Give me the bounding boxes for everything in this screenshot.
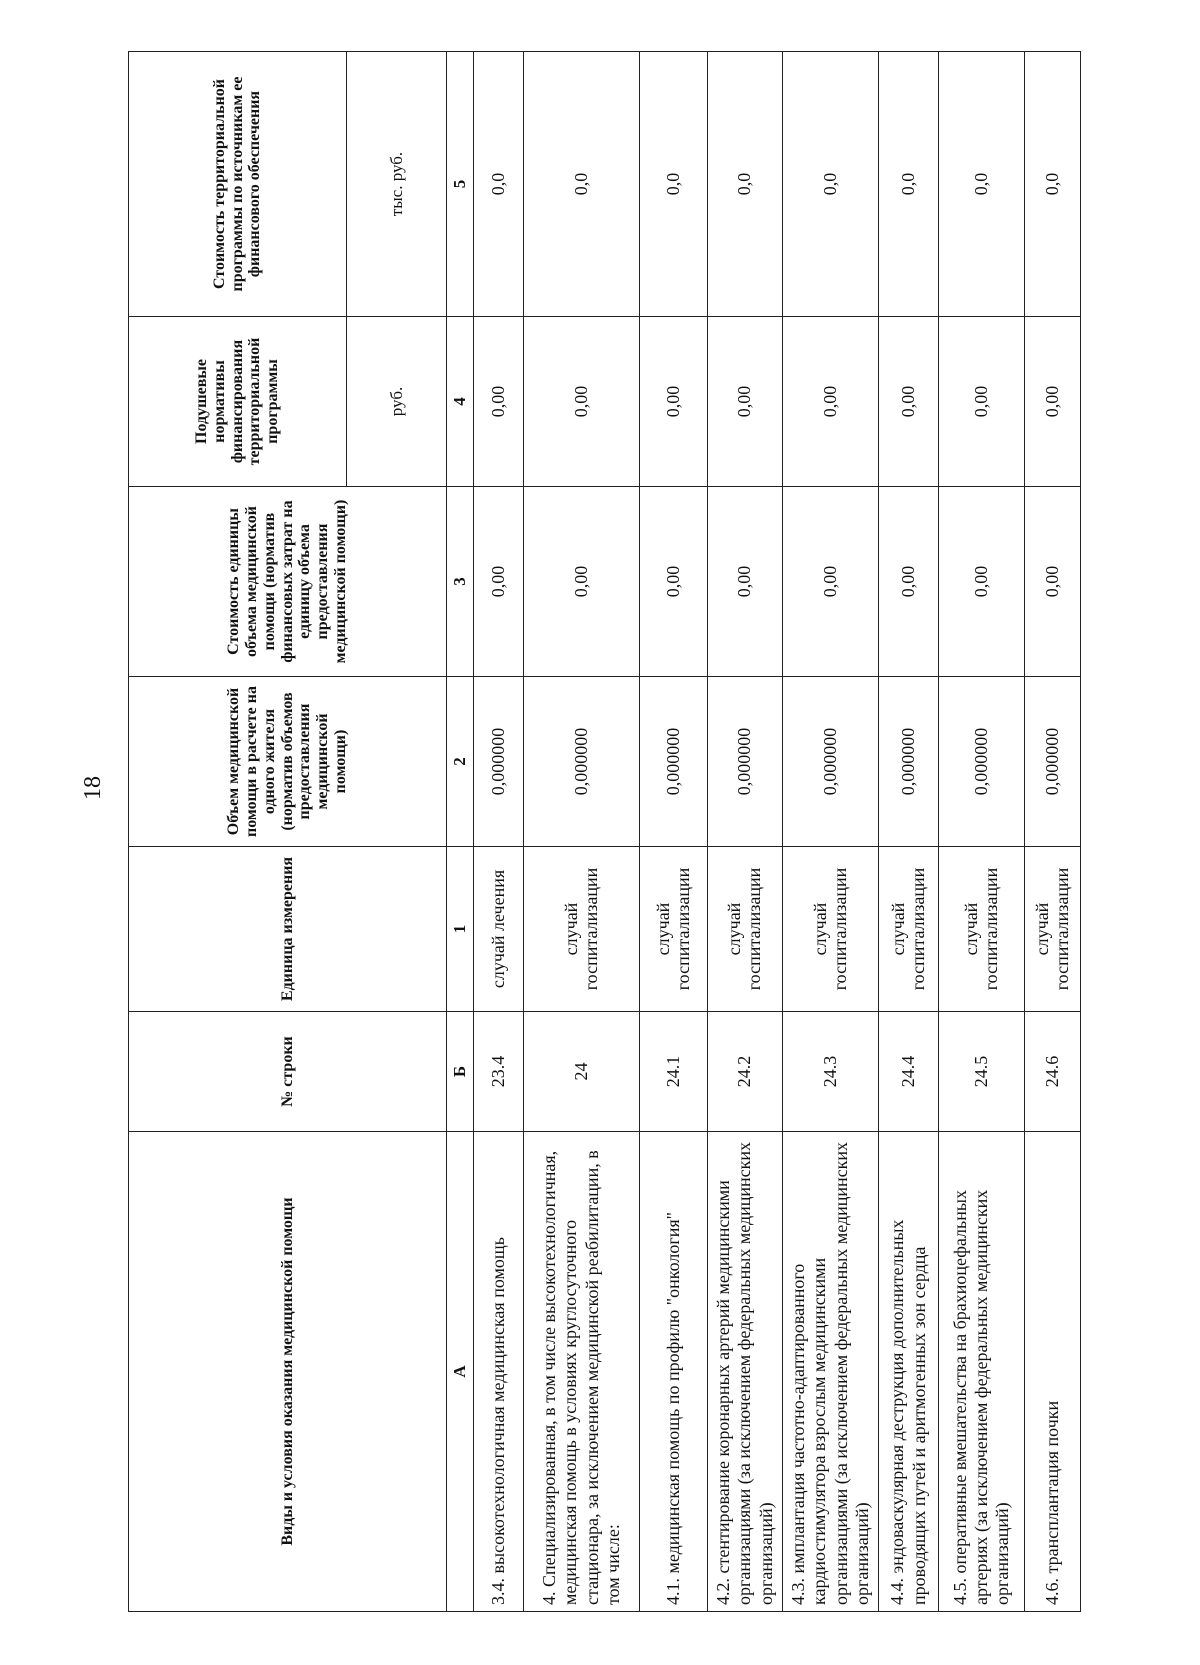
cell-cost: 0,0 (524, 52, 640, 317)
cell-kind: 4.4. эндоваскулярная деструкция дополнительных проводящих путей и аритмогенных зон сердца (879, 1132, 939, 1612)
cell-cost: 0,0 (783, 52, 879, 317)
cell-unit-cost: 0,00 (474, 487, 524, 677)
cell-kind: 4.5. оперативные вмешательства на брахиоцефальных артериях (за исключением федеральных медицинских организаций) (939, 1132, 1025, 1612)
cell-volume: 0,000000 (640, 677, 708, 847)
cell-unit: случай госпитализации (879, 847, 939, 1012)
cell-unit-cost: 0,00 (640, 487, 708, 677)
cell-per-capita: 0,00 (474, 317, 524, 487)
cell-row-no: 24.3 (783, 1012, 879, 1132)
cell-kind: 4.1. медицинская помощь по профилю "онкология" (640, 1132, 708, 1612)
cell-unit-cost: 0,00 (879, 487, 939, 677)
cell-cost: 0,0 (939, 52, 1025, 317)
cell-unit: случай госпитализации (524, 847, 640, 1012)
cell-kind: 4.6. трансплантация почки (1025, 1132, 1081, 1612)
cell-per-capita: 0,00 (879, 317, 939, 487)
cell-cost: 0,0 (474, 52, 524, 317)
column-number-row (447, 52, 474, 1612)
header-row-no: № строки (129, 1012, 447, 1132)
header-per-capita: Подушевые нормативы финансирования территориальной программы (129, 317, 347, 487)
cell-unit-cost: 0,00 (524, 487, 640, 677)
colnum-b: Б (447, 1012, 474, 1132)
cell-per-capita: 0,00 (708, 317, 783, 487)
cell-unit: случай госпитализации (1025, 847, 1081, 1012)
cell-volume: 0,000000 (524, 677, 640, 847)
cell-row-no: 24.4 (879, 1012, 939, 1132)
header-unit-cost: Стоимость единицы объема медицинской помощи (норматив финансовых затрат на единицу объема предоставления медицинской помощи) (129, 487, 447, 677)
colnum-4: 4 (447, 317, 474, 487)
unit-label-cost: тыс. руб. (347, 52, 447, 317)
colnum-2: 2 (447, 677, 474, 847)
cell-cost: 0,0 (1025, 52, 1081, 317)
cell-cost: 0,0 (640, 52, 708, 317)
colnum-5: 5 (447, 52, 474, 317)
cell-kind: 3.4. высокотехнологичная медицинская помощь (474, 1132, 524, 1612)
cell-volume: 0,000000 (783, 677, 879, 847)
medical-care-table (128, 51, 1081, 1612)
table-header (129, 52, 474, 1612)
cell-unit: случай госпитализации (783, 847, 879, 1012)
table-row (1025, 52, 1081, 1612)
cell-unit-cost: 0,00 (708, 487, 783, 677)
cell-row-no: 24 (524, 1012, 640, 1132)
cell-unit-cost: 0,00 (783, 487, 879, 677)
cell-row-no: 24.5 (939, 1012, 1025, 1132)
cell-kind: 4.2. стентирование коронарных артерий медицинскими организациями (за исключением федеральных медицинских организаций) (708, 1132, 783, 1612)
cell-unit-cost: 0,00 (939, 487, 1025, 677)
cell-volume: 0,000000 (939, 677, 1025, 847)
cell-unit: случай лечения (474, 847, 524, 1012)
table-row (524, 52, 640, 1612)
table-row (640, 52, 708, 1612)
cell-per-capita: 0,00 (640, 317, 708, 487)
cell-cost: 0,0 (708, 52, 783, 317)
cell-volume: 0,000000 (879, 677, 939, 847)
cell-row-no: 23.4 (474, 1012, 524, 1132)
cell-row-no: 24.6 (1025, 1012, 1081, 1132)
header-cost: Стоимость территориальной программы по источникам ее финансового обеспечения (129, 52, 347, 317)
cell-per-capita: 0,00 (939, 317, 1025, 487)
cell-kind: 4.3. имплантация частотно-адаптированного кардиостимулятора взрослым медицинскими организациями (за исключением федеральных медицинских организаций) (783, 1132, 879, 1612)
cell-per-capita: 0,00 (524, 317, 640, 487)
cell-volume: 0,000000 (1025, 677, 1081, 847)
cell-per-capita: 0,00 (783, 317, 879, 487)
table-row (879, 52, 939, 1612)
cell-cost: 0,0 (879, 52, 939, 317)
colnum-1: 1 (447, 847, 474, 1012)
cell-unit: случай госпитализации (708, 847, 783, 1012)
rotated-table-sheet (128, 52, 1072, 1612)
table-row (708, 52, 783, 1612)
cell-unit: случай госпитализации (939, 847, 1025, 1012)
cell-volume: 0,000000 (708, 677, 783, 847)
cell-unit-cost: 0,00 (1025, 487, 1081, 677)
cell-row-no: 24.1 (640, 1012, 708, 1132)
table-row (939, 52, 1025, 1612)
cell-unit: случай госпитализации (640, 847, 708, 1012)
header-unit: Единица измерения (129, 847, 447, 1012)
colnum-a: А (447, 1132, 474, 1612)
page-number: 18 (80, 776, 106, 800)
cell-row-no: 24.2 (708, 1012, 783, 1132)
unit-label-per-capita: руб. (347, 317, 447, 487)
cell-volume: 0,000000 (474, 677, 524, 847)
cell-per-capita: 0,00 (1025, 317, 1081, 487)
header-kind: Виды и условия оказания медицинской помощи (129, 1132, 447, 1612)
table-row (783, 52, 879, 1612)
table-row (474, 52, 524, 1612)
header-volume: Объем медицинской помощи в расчете на одного жителя (норматив объемов предоставления медицинской помощи) (129, 677, 447, 847)
colnum-3: 3 (447, 487, 474, 677)
cell-kind: 4. Специализированная, в том числе высокотехнологичная, медицинская помощь в условиях круглосуточного стационара, за исключением медицинской реабилитации, в том числе: (524, 1132, 640, 1612)
